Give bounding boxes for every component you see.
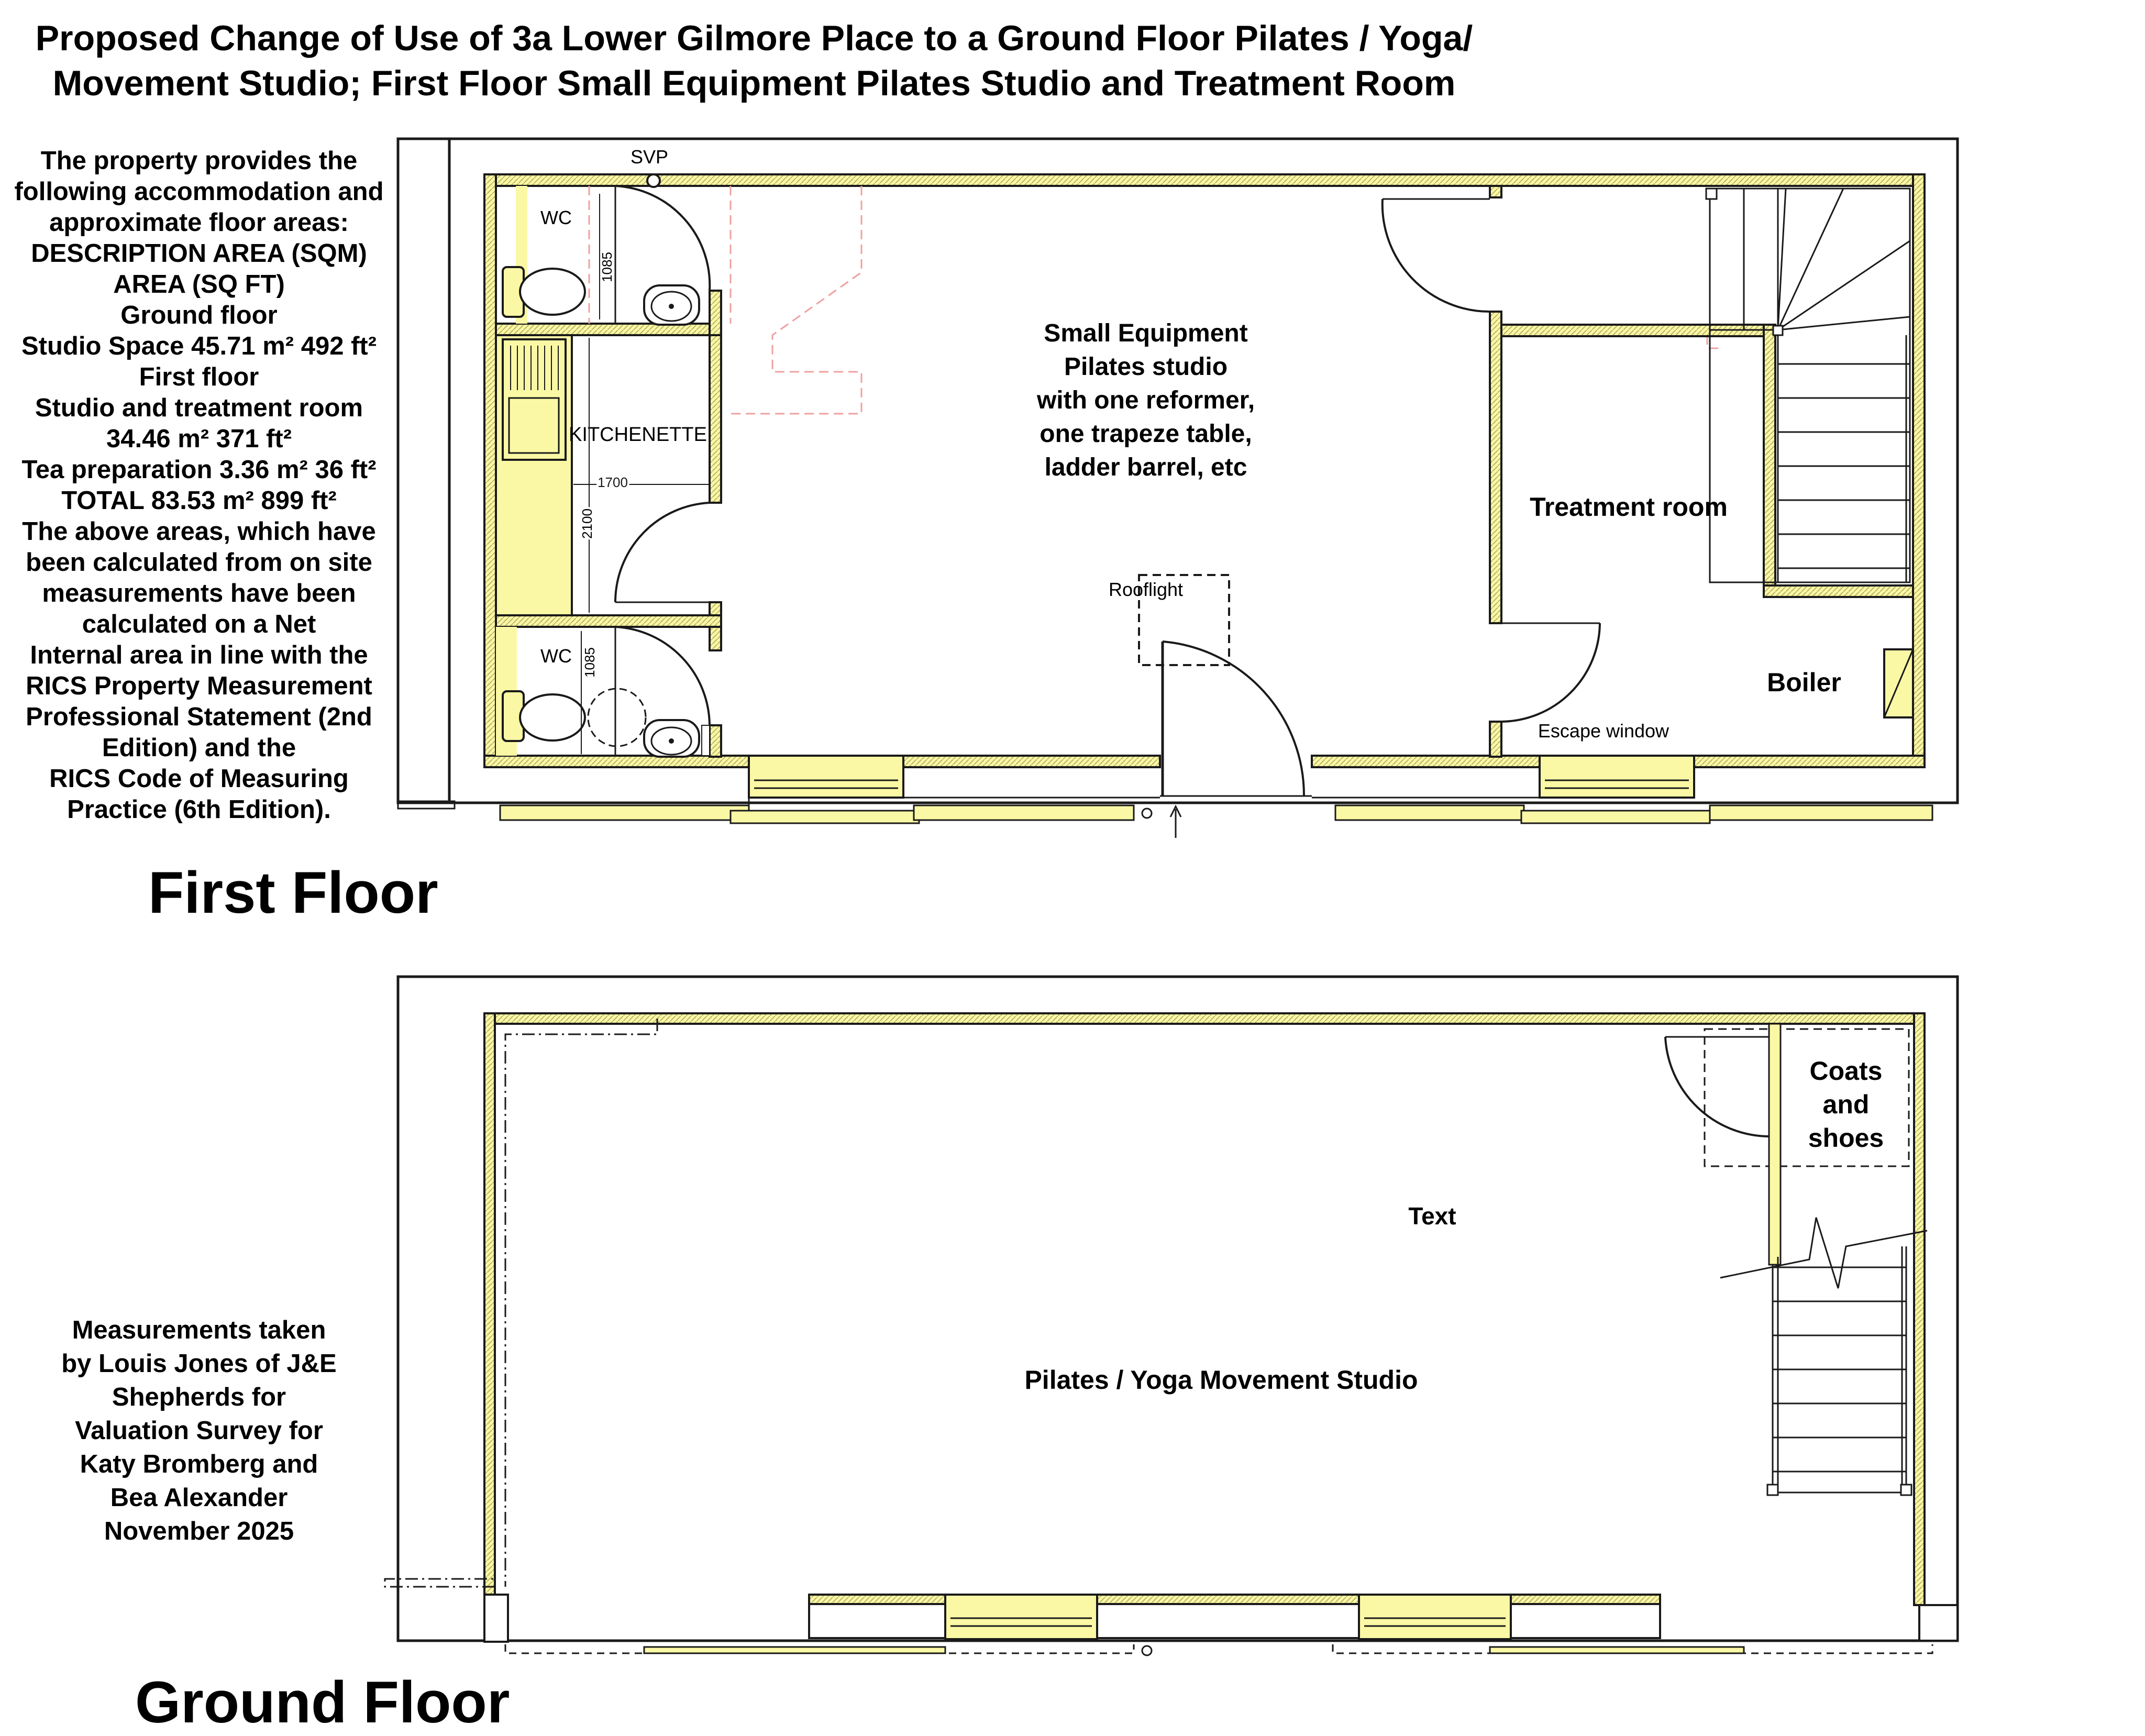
accommodation-line: Studio and treatment room — [35, 394, 363, 422]
credits-line: Shepherds for — [112, 1383, 286, 1411]
first-floor-top-wall — [484, 174, 1925, 186]
credits-line: Measurements taken — [72, 1316, 326, 1344]
first-floor-studio-label-line: ladder barrel, etc — [1044, 454, 1247, 481]
credits-line: by Louis Jones of J&E — [61, 1350, 337, 1378]
ground-floor-left-wall — [484, 1013, 495, 1595]
accommodation-line: been calculated from on site — [26, 548, 372, 577]
first-floor-staircase — [1710, 189, 1910, 582]
first-floor-window-left — [749, 756, 903, 798]
ground-floor-window-left — [945, 1595, 1097, 1639]
first-floor-heading: First Floor — [148, 860, 438, 925]
wc-top-toilet — [520, 269, 585, 315]
accommodation-line: TOTAL 83.53 m² 899 ft² — [61, 486, 337, 515]
accommodation-line: approximate floor areas: — [49, 208, 349, 237]
dim-1085-top: 1085 — [599, 252, 615, 282]
coats-door-swing — [1665, 1037, 1769, 1136]
ground-floor-studio-label: Pilates / Yoga Movement Studio — [1024, 1365, 1418, 1395]
credits-line: Bea Alexander — [110, 1484, 288, 1512]
ground-floor-right-wall — [1914, 1013, 1925, 1605]
title-line-2: Movement Studio; First Floor Small Equipment Pilates Studio and Treatment Room — [52, 63, 1456, 103]
treatment-room-door-swing — [1383, 199, 1490, 312]
dim-1700: 1700 — [598, 474, 628, 490]
treatment-room-label: Treatment room — [1530, 492, 1728, 522]
accommodation-line: Studio Space 45.71 m² 492 ft² — [21, 332, 377, 360]
accommodation-line: following accommodation and — [14, 178, 384, 206]
accommodation-line: Professional Statement (2nd — [26, 703, 372, 731]
kitchenette-door-swing — [615, 503, 710, 602]
coats-shoes-label-line: and — [1822, 1090, 1870, 1119]
svp-label: SVP — [630, 146, 669, 168]
first-floor-studio-label — [1036, 319, 1255, 481]
credits-line: Katy Bromberg and — [80, 1450, 318, 1478]
credits-line: Valuation Survey for — [75, 1417, 323, 1445]
accommodation-line: Tea preparation 3.36 m² 36 ft² — [21, 456, 377, 484]
ground-floor-outer-frame — [398, 977, 1958, 1641]
escape-window-label: Escape window — [1538, 720, 1669, 742]
accommodation-line: The property provides the — [40, 147, 358, 175]
accommodation-line: DESCRIPTION AREA (SQM) — [31, 239, 367, 268]
svp-pipe — [647, 174, 660, 187]
wc-bottom-label: WC — [540, 645, 572, 667]
coats-shoes-label-line: Coats — [1809, 1056, 1883, 1086]
accommodation-line: Internal area in line with the — [30, 641, 368, 669]
ground-floor-staircase — [1720, 1218, 1927, 1492]
first-floor-studio-label-line: Pilates studio — [1064, 353, 1228, 381]
first-floor-studio-label-line: with one reformer, — [1036, 386, 1255, 414]
ground-floor-plan — [385, 977, 1958, 1655]
wc-bottom-toilet — [520, 694, 585, 740]
dim-1085-bottom: 1085 — [582, 647, 598, 678]
accommodation-line: Edition) and the — [102, 734, 296, 762]
accommodation-line: AREA (SQ FT) — [113, 270, 285, 298]
first-floor-window-right — [1540, 756, 1694, 798]
accommodation-line: The above areas, which have — [22, 517, 376, 546]
rooflight-label: Rooflight — [1108, 579, 1184, 600]
kitchenette-label: KITCHENETTE — [569, 424, 707, 446]
first-floor-right-wall — [1913, 174, 1925, 766]
accommodation-line: 34.46 m² 371 ft² — [106, 425, 292, 453]
credits-line: November 2025 — [104, 1517, 294, 1545]
coats-shoes-label-line: shoes — [1808, 1123, 1884, 1153]
first-floor-plan — [398, 139, 1958, 838]
treatment-room-wall — [1490, 312, 1501, 623]
first-floor-left-wall — [484, 174, 496, 766]
kitchenette-sink — [503, 339, 566, 460]
accommodation-line: calculated on a Net — [82, 610, 316, 638]
dim-2100: 2100 — [579, 508, 595, 539]
escape-window-swing — [1501, 623, 1600, 722]
wc-bottom-door-swing — [615, 627, 710, 725]
first-floor-studio-label-line: Small Equipment — [1044, 319, 1248, 347]
ground-floor-window-right — [1359, 1595, 1511, 1639]
ground-floor-heading: Ground Floor — [135, 1669, 510, 1735]
accommodation-line: RICS Code of Measuring — [49, 765, 349, 793]
ground-floor-top-wall — [484, 1013, 1925, 1024]
accommodation-line: RICS Property Measurement — [26, 672, 372, 700]
wc-top-door-swing — [615, 186, 710, 291]
accommodation-line: Practice (6th Edition). — [67, 795, 331, 824]
title-line-1: Proposed Change of Use of 3a Lower Gilmore Place to a Ground Floor Pilates / Yoga/ — [35, 18, 1473, 58]
boiler-label: Boiler — [1767, 668, 1841, 697]
first-floor-studio-label-line: one trapeze table, — [1040, 420, 1252, 448]
accommodation-line: measurements have been — [42, 579, 356, 607]
coats-shoes-label — [1808, 1056, 1884, 1153]
text-placeholder-label: Text — [1408, 1202, 1456, 1230]
accommodation-line: First floor — [139, 363, 259, 391]
wc-top-label: WC — [540, 207, 572, 228]
accommodation-line: Ground floor — [120, 301, 278, 329]
